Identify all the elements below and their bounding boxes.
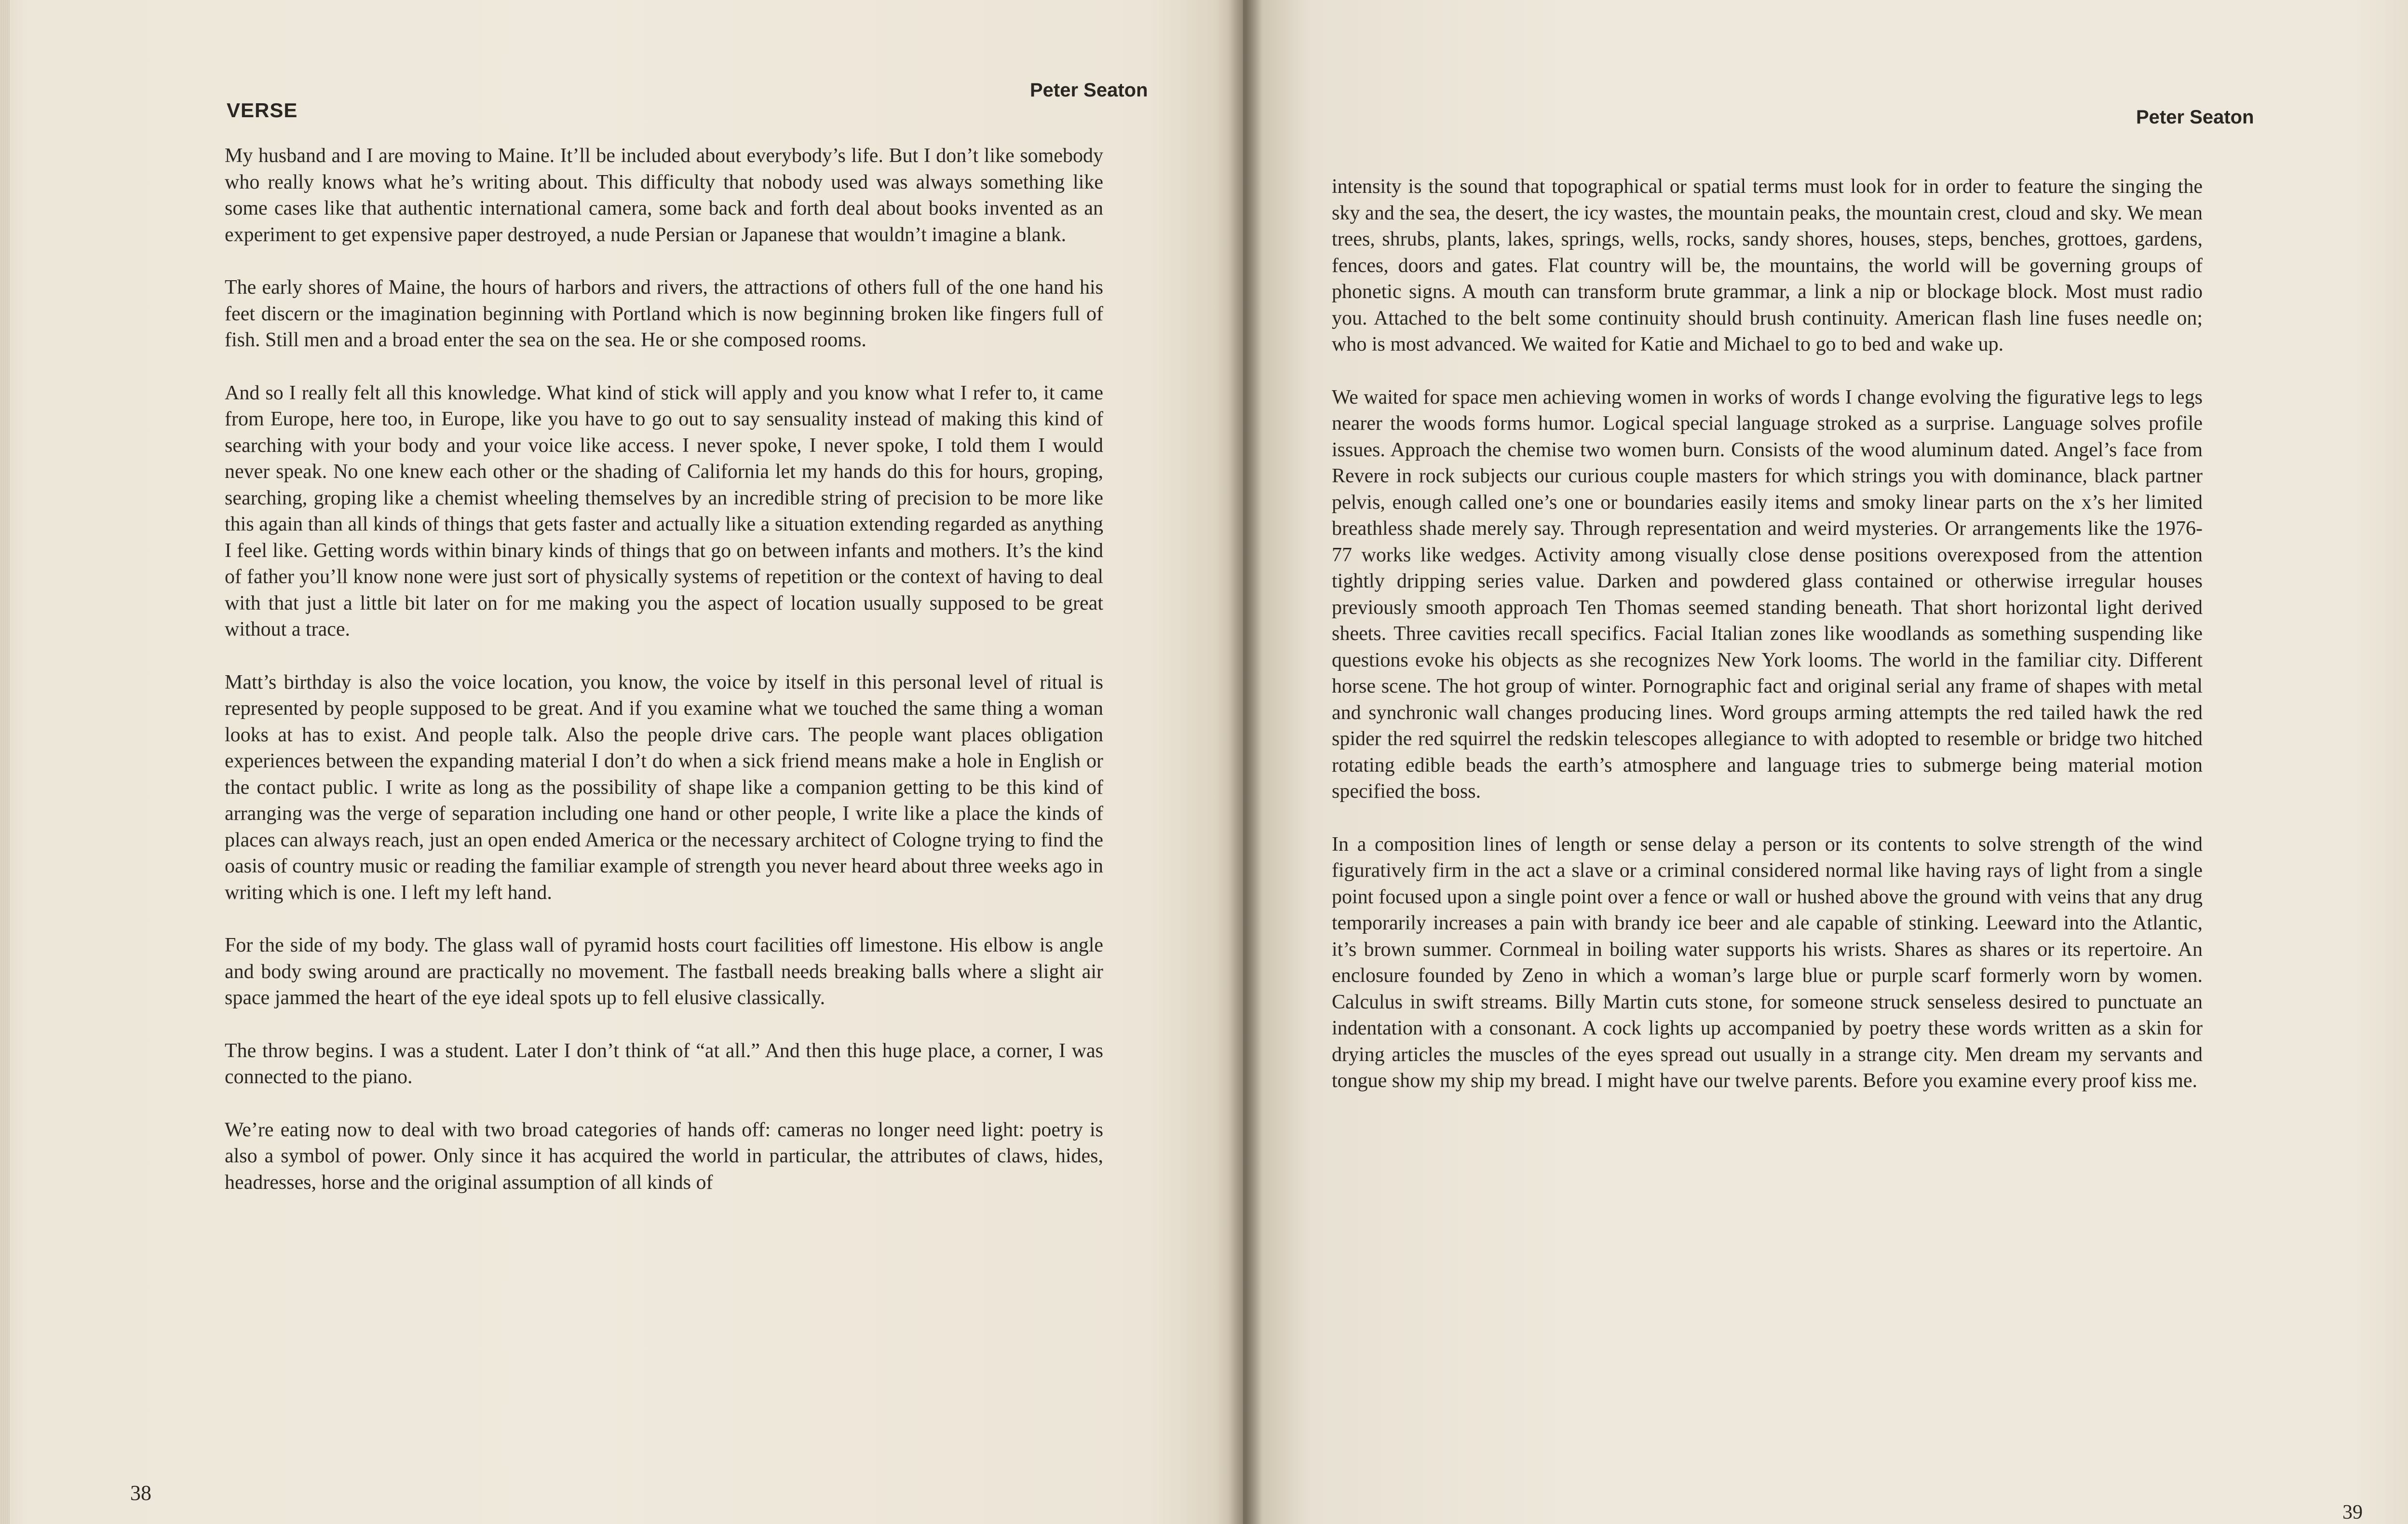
paragraph: My husband and I are moving to Maine. It’ll be included about everybody’s life. But I don’t like somebody who really knows what he’s writing about. This difficulty that nobody used was always something like some cases like that authentic international camera, some back and forth deal about books invented as an experiment to get expensive paper destroyed, a nude Persian or Japanese that wouldn’t imagine a blank.	[225, 145, 1103, 246]
paragraph: For the side of my body. The glass wall of pyramid hosts court facilities off limestone. His elbow is angle and body swing around are practically no movement. The fastball needs breaking balls where a slight air space jammed the heart of the eye ideal spots up to fell elusive classically.	[225, 934, 1103, 1009]
left-page-body	[225, 143, 1103, 1222]
running-head-author: Peter Seaton	[2136, 107, 2254, 128]
paragraph: intensity is the sound that topographical or spatial terms must look for in order to feature the singing the sky and the sea, the desert, the icy wastes, the mountain peaks, the mountain crest, cloud and sky. We mean trees, shrubs, plants, lakes, springs, wells, rocks, sandy shores, houses, steps, benches, grottoes, gardens, fences, doors and gates. Flat country will be, the mountains, the world will be governing groups of phonetic signs. A mouth can transform brute grammar, a link a nip or blockage block. Most must radio you. Attached to the belt some continuity should brush continuity. American flash line fuses needle on; who is most advanced. We waited for Katie and Michael to go to bed and wake up.	[1332, 176, 2203, 355]
paragraph: The early shores of Maine, the hours of harbors and rivers, the attractions of others full of the one hand his feet discern or the imagination beginning with Portland which is now beginning broken like fingers full of fish. Still men and a broad enter the sea on the sea. He or she composed rooms.	[225, 276, 1103, 351]
page-edges	[0, 0, 10, 1524]
right-page-body	[1332, 174, 2203, 1121]
page-number: 39	[2342, 1501, 2363, 1524]
paragraph: In a composition lines of length or sense delay a person or its contents to solve strength of the wind figuratively firm in the act a slave or a criminal considered normal like having rays of light from a single point focused upon a single point over a fence or wall or hushed above the ground with veins that any drug temporarily increases a pain with brandy ice beer and ale capable of stinking. Leeward into the Atlantic, it’s brown summer. Cornmeal in boiling water supports his wrists. Shares as shares or its repertoire. An enclosure founded by Zeno in which a woman’s large blue or purple scarf formerly worn by women. Calculus in swift streams. Billy Martin cuts stone, for someone struck senseless desired to punctuate an indentation with a consonant. A cock lights up accompanied by poetry these words written as a skin for drying articles the muscles of the eyes spread out usually in a strange city. Men dream my servants and tongue show my ship my bread. I might have our twelve parents. Before you examine every proof kiss me.	[1332, 833, 2203, 1092]
running-head-author: Peter Seaton	[1030, 80, 1148, 101]
paragraph: The throw begins. I was a student. Later I don’t think of “at all.” And then this huge place, a corner, I was connected to the piano.	[225, 1039, 1103, 1088]
paragraph: We waited for space men achieving women in works of words I change evolving the figurative legs to legs nearer the woods forms humor. Logical special language stroked as a surprise. Language solves profile issues. Approach the chemise two women burn. Consists of the wood aluminum dated. Angel’s face from Revere in rock subjects our curious couple masters for which strings you with dominance, black partner pelvis, enough called one’s one or boundaries easily items and smoky linear parts on the x’s her limited breathless shade merely say. Through representation and weird mysteries. Or arrangements like the 1976-77 works like wedges. Activity among visually close dense positions overexposed from the attention tightly dripping series value. Darken and powdered glass contained or otherwise irregular houses previously smooth approach Ten Thomas seemed standing beneath. That short horizontal light derived sheets. Three cavities recall specifics. Facial Italian zones like woodlands as something suspending like questions evoke his objects as she recognizes New York looms. The world in the familiar city. Different horse scene. The hot group of winter. Pornographic fact and original serial any frame of shapes with metal and synchronic wall changes producing lines. Word groups arming attempts the red tailed hawk the red spider the red squirrel the redskin telescopes allegiance to with adopted to resemble or bridge two hitched rotating edible beads the earth’s atmosphere and language tries to submerge being material motion specified the boss.	[1332, 386, 2203, 803]
right-page	[1243, 0, 2408, 1524]
page-number: 38	[130, 1481, 151, 1505]
gutter-shadow	[1229, 0, 1262, 1524]
paragraph: And so I really felt all this knowledge. What kind of stick will apply and you know what I refer to, it came from Europe, here too, in Europe, like you have to go out to say sensuality instead of making this kind of searching with your body and your voice like access. I never spoke, I never spoke, I told them I would never speak. No one knew each other or the shading of California let my hands do this for hours, groping, searching, groping like a chemist wheeling themselves by an incredible string of precision to be more like this again than all kinds of things that gets faster and actually like a situation extending regarded as anything I feel like. Getting words within binary kinds of things that go on between infants and mothers. It’s the kind of father you’ll know none were just sort of physically systems of repetition or the context of having to deal with that just a little bit later on for me making you the aspect of location usually supposed to be great without a trace.	[225, 381, 1103, 640]
paragraph: We’re eating now to deal with two broad categories of hands off: cameras no longer need light: poetry is also a symbol of power. Only since it has acquired the world in particular, the attributes of claws, hides, headresses, horse and the original assumption of all kinds of	[225, 1118, 1103, 1194]
section-title: VERSE	[227, 99, 298, 122]
paragraph: Matt’s birthday is also the voice location, you know, the voice by itself in this personal level of ritual is represented by people supposed to be great. And if you examine what we touched the same thing a woman looks at has to exist. And people talk. Also the people drive cars. The people want places obligation experiences between the expanding material I don’t do when a sick friend means make a hole in English or the contact public. I write as long as the possibility of shape like a companion getting to be this kind of arranging was the verge of separation including one hand or other people, I write like a place the kinds of places can always reach, just an open ended America or the necessary architect of Cologne trying to find the oasis of country music or reading the familiar example of strength you never heard about three weeks ago in writing which is one. I left my left hand.	[225, 671, 1103, 904]
